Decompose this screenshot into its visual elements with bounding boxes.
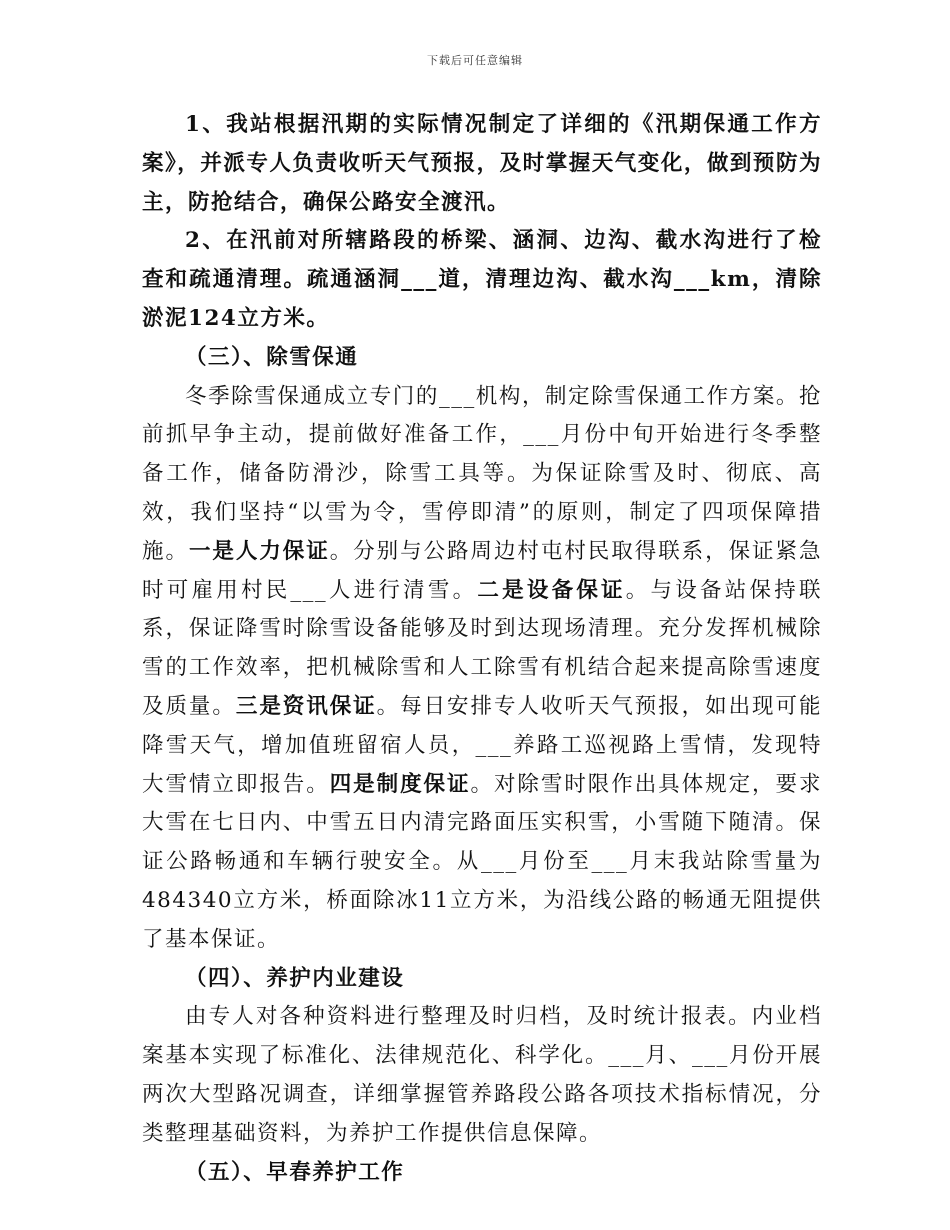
paragraph-flood-plan: 1、我站根据汛期的实际情况制定了详细的《汛期保通工作方案》，并派专人负责收听天气预报，及时掌握天气变化，做到预防为主，防抢结合，确保公路安全渡汛。 bbox=[142, 112, 822, 215]
measure-one-label: 一是人力保证 bbox=[188, 538, 330, 564]
measure-two-label: 二是设备保证 bbox=[477, 577, 626, 603]
section-heading-snow-removal: （三）、除雪保通 bbox=[185, 344, 359, 370]
section-heading-early-spring: （五）、早春养护工作 bbox=[185, 1159, 405, 1185]
section-heading-internal-records: （四）、养护内业建设 bbox=[185, 965, 405, 991]
measure-four-label: 四是制度保证 bbox=[329, 771, 471, 797]
measure-three-text: 。每日安排专人收听天气预报，如出现可能降雪天气，增加值班留宿人员，___养路工巡视路上雪情，发现特大雪情立即报告。 bbox=[142, 693, 822, 797]
measure-two-text: 。与设备站保持联系，保证降雪时除雪设备能够及时到达现场清理。充分发挥机械除雪的工作效率，把机械除雪和人工除雪有机结合起来提高除雪速度及质量。 bbox=[142, 577, 822, 719]
document-body bbox=[142, 106, 822, 1192]
page-header-note: 下载后可任意编辑 bbox=[427, 54, 523, 67]
paragraph-snow-removal bbox=[142, 378, 822, 960]
measure-four-text: 。对除雪时限作出具体规定，要求大雪在七日内、中雪五日内清完路面压实积雪，小雪随下随清。保证公路畅通和车辆行驶安全。从___月份至___月末我站除雪量为484340立方米，桥面除冰11立方米，为沿线公路的畅通无阻提供了基本保证。 bbox=[142, 771, 822, 952]
measure-one-text: 。分别与公路周边村屯村民取得联系，保证紧急时可雇用村民___人进行清雪。 bbox=[142, 538, 822, 603]
paragraph-flood-inspection: 2、在汛前对所辖路段的桥梁、涵洞、边沟、截水沟进行了检查和疏通清理。疏通涵洞___道，清理边沟、截水沟___km，清除淤泥124立方米。 bbox=[142, 228, 822, 331]
paragraph-internal-records: 由专人对各种资料进行整理及时归档，及时统计报表。内业档案基本实现了标准化、法律规范化、科学化。___月、___月份开展两次大型路况调查，详细掌握管养路段公路各项技术指标情况，分类整理基础资料，为养护工作提供信息保障。 bbox=[142, 1004, 822, 1146]
snow-intro-text: 冬季除雪保通成立专门的___机构，制定除雪保通工作方案。抢前抓早争主动，提前做好准备工作，___月份中旬开始进行冬季整备工作，储备防滑沙，除雪工具等。为保证除雪及时、彻底、高效，我们坚持“以雪为令，雪停即清”的原则，制定了四项保障措施。 bbox=[142, 383, 822, 564]
measure-three-label: 三是资讯保证 bbox=[235, 693, 377, 719]
